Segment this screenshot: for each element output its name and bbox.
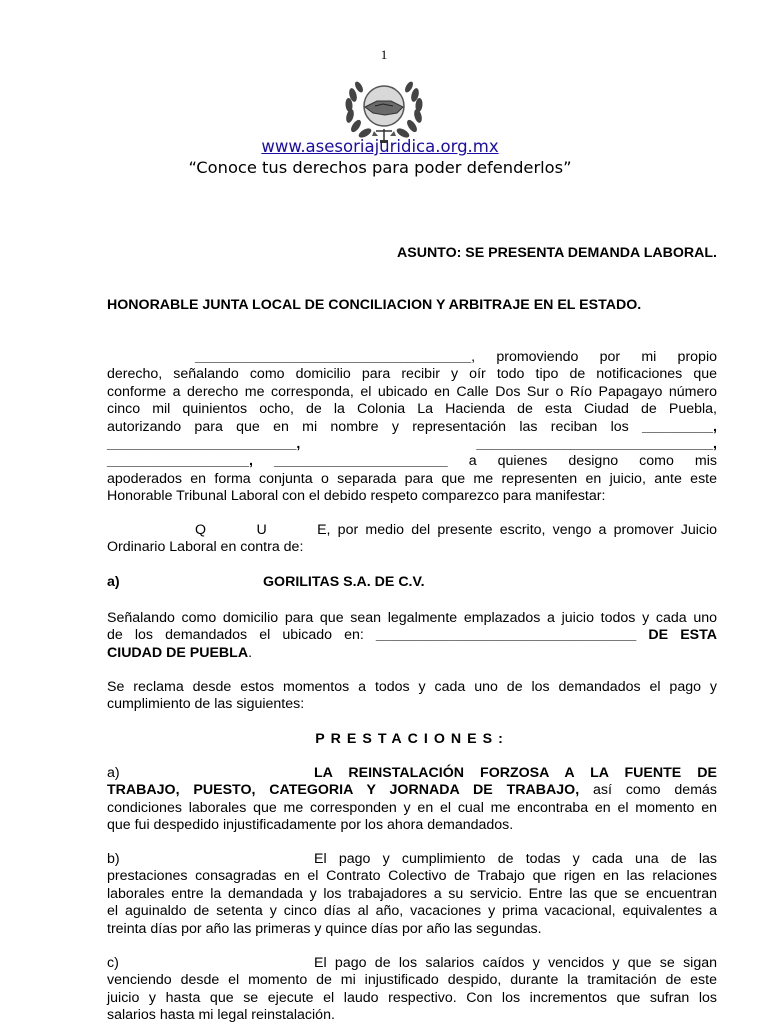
- representative-blank: __________________,: [107, 453, 253, 470]
- domicilio-paragraph: Señalando como domicilio para que sean legalmente emplazados a juicio todos y cada uno de los demandados el ubicado en: _________________________________ DE ESTA CIUDAD DE PUEBLA.: [107, 610, 717, 661]
- handshake-laurel-scales-logo: [339, 73, 429, 145]
- defendant-line: a) GORILITAS S.A. DE C.V.: [107, 574, 425, 590]
- page-number: 1: [380, 47, 388, 62]
- prestaciones-title: PRESTACIONES:: [315, 731, 509, 747]
- representative-blank: ______________________: [274, 453, 448, 470]
- website-link[interactable]: www.asesoriajuridica.org.mx: [261, 137, 499, 156]
- name-blank: ___________________________________: [195, 349, 472, 365]
- que-paragraph: Q U E, por medio del presente escrito, vengo a promover Juicio Ordinario Laboral en contra de:: [107, 522, 718, 556]
- representative-blank: _________,: [642, 418, 717, 435]
- intro-paragraph: ___________________________________, promoviendo por mi propio derecho, señalando como domicilio para recibir y oír todo tipo de notificaciones que conforme a derecho me corresponda, el ubicado en Calle Dos Sur o Río Papagayo número cinco mil quinientos ocho, de la Colonia La Hacienda de esta Ciudad de Puebla, autorizando para que en mi nombre y representación las reciban los _________, ________________________, ______________________________, __________________, ______________________ a quienes designo como mis apoderados en forma conjunta o separada para que me representen en juicio, ante este Honorable Tribunal Laboral con el debido respeto comparezco para manifestar:: [107, 349, 717, 505]
- item-c: c) El pago de los salarios caídos y vencidos y que se sigan venciendo desde el momento de mi injustificado despido, durante la tramitación de este juicio y hasta que se ejecute el laudo respectivo. Con los incrementos que sufran los salarios hasta mi legal reinstalación.: [107, 955, 717, 1024]
- motto: “Conoce tus derechos para poder defenderlos”: [188, 158, 572, 177]
- representative-blank: ________________________,: [107, 436, 301, 453]
- asunto: ASUNTO: SE PRESENTA DEMANDA LABORAL.: [396, 245, 717, 261]
- addressee: HONORABLE JUNTA LOCAL DE CONCILIACION Y ARBITRAJE EN EL ESTADO.: [107, 297, 642, 313]
- item-b: b) El pago y cumplimiento de todas y cada una de las prestaciones consagradas en el Contrato Colectivo de Trabajo que rigen en las relaciones laborales entre la demandada y los trabajadores a su servicio. Entre las que se encuentran el aguinaldo de setenta y cinco días al año, vacaciones y prima vacacional, equivalentes a treinta días por año las primeras y quince días por año las segundas.: [107, 851, 717, 937]
- address-blank: _________________________________: [375, 627, 637, 644]
- item-a: a) LA REINSTALACIÓN FORZOSA A LA FUENTE DE TRABAJO, PUESTO, CATEGORIA Y JORNADA DE TRABAJO, así como demás condiciones laborales que me corresponden y en el cual me encontraba en el momento en que fui despedido injustificadamente por los ahora demandados.: [107, 765, 717, 834]
- reclama-paragraph: Se reclama desde estos momentos a todos y cada uno de los demandados el pago y cumplimiento de las siguientes:: [107, 679, 717, 713]
- representative-blank: ______________________________,: [476, 436, 717, 453]
- defendant-name: GORILITAS S.A. DE C.V.: [263, 574, 425, 590]
